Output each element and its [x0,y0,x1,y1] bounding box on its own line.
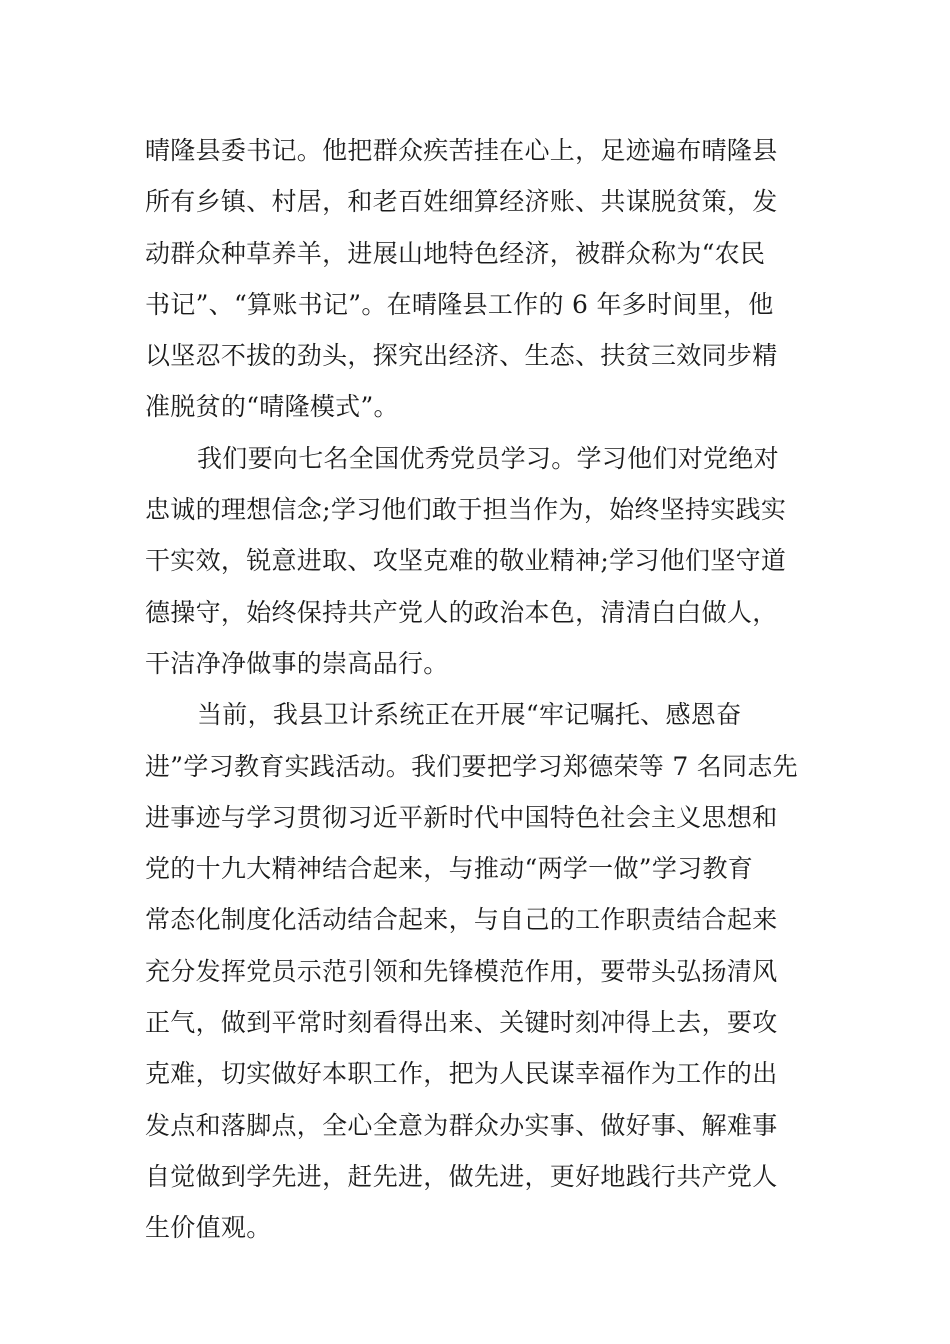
text-line: 自觉做到学先进，赶先进，做先进，更好地践行共产党人 [145,1161,778,1191]
text-line: 干实效，锐意进取、攻坚克难的敬业精神;学习他们坚守道 [145,546,787,576]
text-line: 德操守，始终保持共产党人的政治本色，清清白白做人， [145,597,778,627]
text-line: 动群众种草养羊，进展山地特色经济，被群众称为“农民 [145,238,766,268]
text-line: 常态化制度化活动结合起来，与自己的工作职责结合起来 [145,905,778,935]
text-line: 当前，我县卫计系统正在开展“牢记嘱托、感恩奋 [197,700,742,730]
text-line: 充分发挥党员示范引领和先锋模范作用，要带头弘扬清风 [145,956,778,986]
text-line: 克难，切实做好本职工作，把为人民谋幸福作为工作的出 [145,1059,778,1089]
text-line: 忠诚的理想信念;学习他们敢于担当作为，始终坚持实践实 [145,495,787,525]
text-line: 党的十九大精神结合起来，与推动“两学一做”学习教育 [145,854,754,884]
paragraph-1 [145,125,825,433]
text-line: 生价值观。 [145,1213,272,1243]
text-line: 正气，做到平常时刻看得出来、关键时刻冲得上去，要攻 [145,1008,778,1038]
paragraph-3 [145,689,825,1253]
text-line: 以坚忍不拔的劲头，探究出经济、生态、扶贫三效同步精 [145,341,778,371]
text-line: 干洁净净做事的崇高品行。 [145,648,449,678]
document-body [145,125,825,1254]
text-line: 进事迹与学习贯彻习近平新时代中国特色社会主义思想和 [145,802,778,832]
text-line: 发点和落脚点，全心全意为群众办实事、做好事、解难事 [145,1110,778,1140]
text-line: 晴隆县委书记。他把群众疾苦挂在心上，足迹遍布晴隆县 [145,136,778,165]
text-line: 所有乡镇、村居，和老百姓细算经济账、共谋脱贫策，发 [145,187,778,217]
paragraph-2 [145,433,825,689]
text-line: 书记”、“算账书记”。在晴隆县工作的 6 年多时间里，他 [145,289,774,319]
text-line: 进”学习教育实践活动。我们要把学习郑德荣等 7 名同志先 [145,751,798,781]
text-line: 我们要向七名全国优秀党员学习。学习他们对党绝对 [197,443,779,473]
text-line: 准脱贫的“晴隆模式”。 [145,392,399,422]
